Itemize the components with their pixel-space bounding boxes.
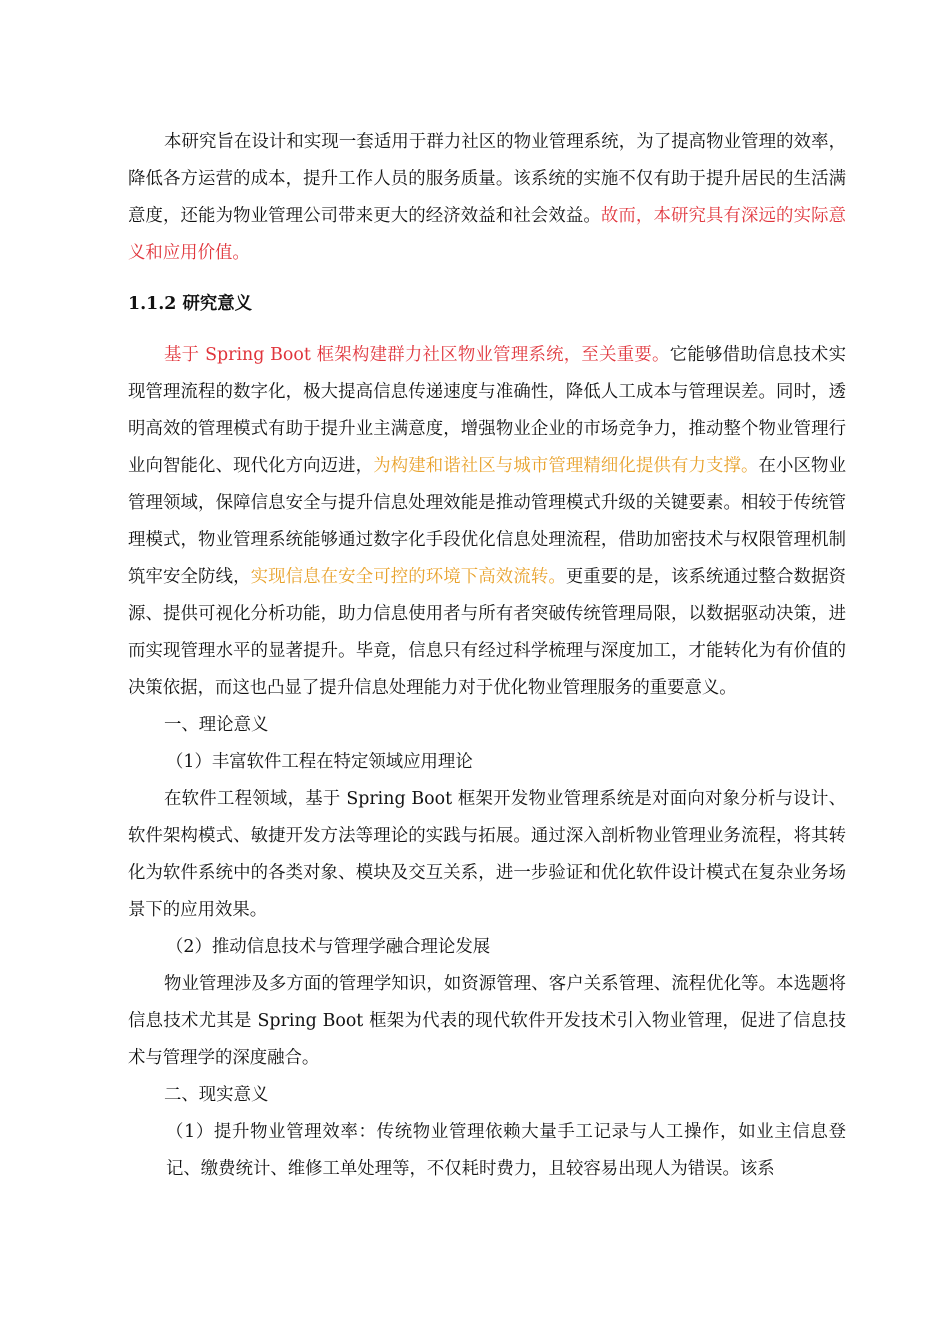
- spacer: [128, 272, 846, 286]
- summary-highlight-red: 故而，本研究具有深远的实际意义和应用价值。: [128, 206, 846, 263]
- significance-highlight-orange-b: 实现信息在安全可控的环境下高效流转。: [250, 567, 566, 587]
- item-theory-1-text: 在软件工程领域，基于 Spring Boot 框架开发物业管理系统是对面向对象分析与设计、软件架构模式、敏捷开发方法等理论的实践与拓展。通过深入剖析物业管理业务流程，将其转化为软件系统中的各类对象、模块及交互关系，进一步验证和优化软件设计模式在复杂业务场景下的应用效果。: [128, 789, 846, 920]
- significance-highlight-orange-a: 为构建和谐社区与城市管理精细化提供有力支撑。: [373, 456, 759, 476]
- item-theory-2-title: （2）推动信息技术与管理学融合理论发展: [166, 937, 491, 957]
- paragraph-significance: [128, 337, 846, 707]
- section-theory-title: 一、理论意义: [164, 715, 269, 735]
- item-practice-1-text: （1）提升物业管理效率：传统物业管理依赖大量手工记录与人工操作，如业主信息登记、缴费统计、维修工单处理等，不仅耗时费力，且较容易出现人为错误。该系: [166, 1122, 846, 1179]
- document-page: [128, 124, 846, 1188]
- paragraph-background-summary: [128, 124, 846, 272]
- spacer: [128, 323, 846, 337]
- item-theory-2-text: 物业管理涉及多方面的管理学知识，如资源管理、客户关系管理、流程优化等。本选题将信息技术尤其是 Spring Boot 框架为代表的现代软件开发技术引入物业管理，促进了信息技术与管理学的深度融合。: [128, 974, 846, 1068]
- significance-text-a: 它能够借助信息技术实现管理流程的数字化，极大提高信息传递速度与准确性，降低人工成本与管理误差。同时，透明高效的管理模式有助于提升业主满意度，增强物业企业的市场竞争力，推动整个物业管理行业向智能化、现代化方向迈进，: [128, 345, 846, 476]
- significance-text-c: 更重要的是，该系统通过整合数据资源、提供可视化分析功能，助力信息使用者与所有者突破传统管理局限，以数据驱动决策，进而实现管理水平的显著提升。毕竟，信息只有经过科学梳理与深度加工，才能转化为有价值的决策依据，而这也凸显了提升信息处理能力对于优化物业管理服务的重要意义。: [128, 567, 846, 698]
- significance-text-b: 在小区物业管理领域，保障信息安全与提升信息处理效能是推动管理模式升级的关键要素。相较于传统管理模式，物业管理系统能够通过数字化手段优化信息处理流程，借助加密技术与权限管理机制筑牢安全防线，: [128, 456, 846, 587]
- section-heading: 1.1.2 研究意义: [128, 294, 253, 314]
- item-theory-1-title: （1）丰富软件工程在特定领域应用理论: [166, 752, 473, 772]
- summary-text: 本研究旨在设计和实现一套适用于群力社区的物业管理系统，为了提高物业管理的效率，降低各方运营的成本，提升工作人员的服务质量。该系统的实施不仅有助于提升居民的生活满意度，还能为物业管理公司带来更大的经济效益和社会效益。: [128, 132, 846, 226]
- section-practice-title: 二、现实意义: [164, 1085, 269, 1105]
- significance-highlight-red: 基于 Spring Boot 框架构建群力社区物业管理系统，至关重要。: [164, 345, 670, 365]
